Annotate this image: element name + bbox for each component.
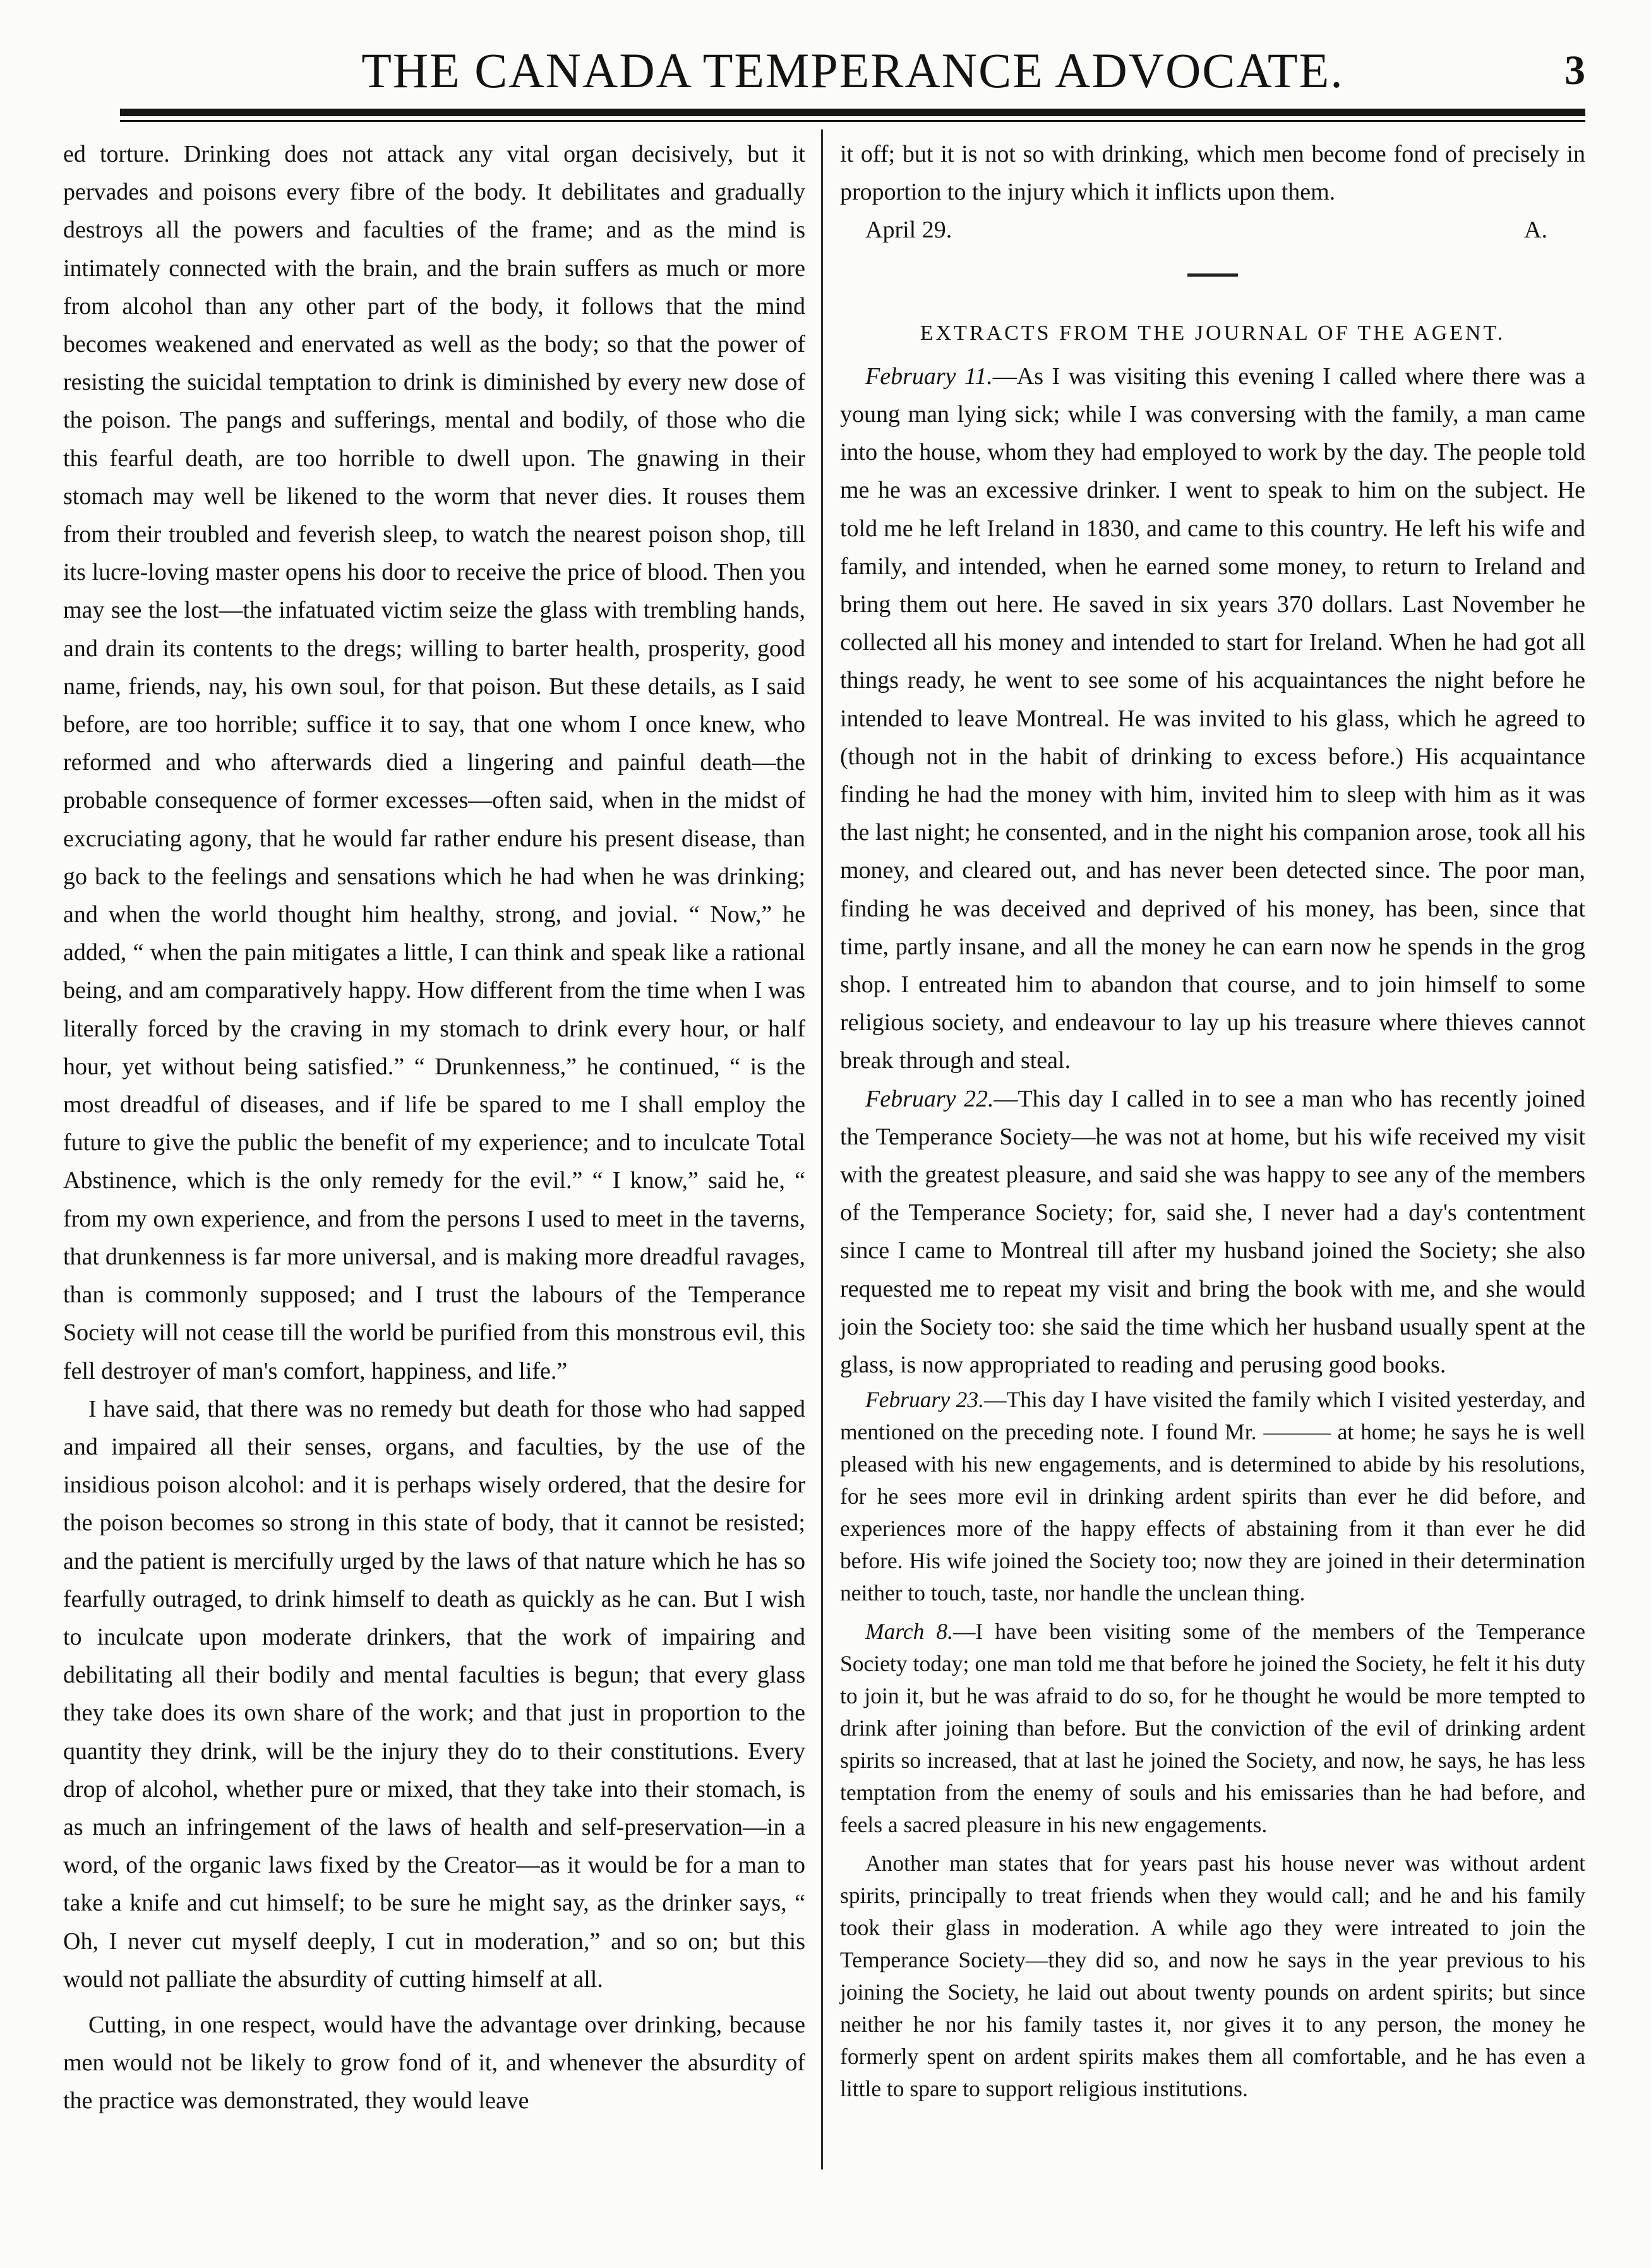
signature-initial: A. xyxy=(1524,217,1547,244)
header-rule-thin xyxy=(120,120,1585,122)
entry-date: February 11. xyxy=(865,363,993,390)
entry-text: —This day I have visited the family which I visited yesterday, and mentioned on the preceding note. I found Mr. ——— at home; he says he is well pleased with his new engagements, and is determined to abide by his resolutions, for he sees more evil in drinking ardent spirits than ever he did before, and experiences more of the happy effects of abstaining from it than ever he did before. His wife joined the Society too; now they are joined in their determination neither to touch, taste, nor handle the unclean thing. xyxy=(840,1387,1585,1606)
right-paragraph-continued: it off; but it is not so with drinking, which men become fond of precisely in proportion to the injury which it inflicts upon them. xyxy=(840,141,1585,206)
journal-entry-mar-8 xyxy=(840,1616,1585,1841)
journal-entry-feb-22 xyxy=(840,1080,1585,1384)
left-paragraph-1: ed torture. Drinking does not attack any vital organ decisively, but it pervades and poisons every fibre of the body. It debilitates and gradually destroys all the powers and faculties of the frame; and as the mind is intimately connected with the brain, and the brain suffers as much or more from alcohol than any other part of the body, it follows that the mind becomes weakened and enervated as well as the body; so that the power of resisting the suicidal temptation to drink is diminished by every new dose of the poison. The pangs and sufferings, mental and bodily, of those who die this fearful death, are too horrible to dwell upon. The gnawing in their stomach may well be likened to the worm that never dies. It rouses them from their troubled and feverish sleep, to watch the nearest poison shop, till its lucre-loving master opens his door to receive the price of blood. Then you may see the lost—the infatuated victim seize the glass with trembling hands, and drain its contents to the dregs; willing to barter health, prosperity, good name, friends, nay, his own soul, for that poison. But these details, as I said before, are too horrible; suffice it to say, that one whom I once knew, who reformed and who afterwards died a lingering and painful death—the probable consequence of former excesses—often said, when in the midst of excruciating agony, that he would far rather endure his present disease, than go back to the feelings and sensations which he had when he was drinking; and when the world thought him healthy, strong, and jovial. “ Now,” he added, “ when the pain mitigates a little, I can think and speak like a rational being, and am comparatively happy. How different from the time when I was literally forced by the craving in my stomach to drink every hour, or half hour, yet without being satisfied.” “ Drunkenness,” he continued, “ is the most dreadful of diseases, and if life be spared to me I shall employ the future to give the public the benefit of my experience; and to inculcate Total Abstinence, which is the only remedy for the evil.” “ I know,” said he, “ from my own experience, and from the persons I used to meet in the taverns, that drunkenness is far more universal, and is making more dreadful ravages, than is commonly supposed; and I trust the labours of the Temperance Society will not cease till the world be purified from this monstrous evil, this fell destroyer of man's comfort, happiness, and life.” xyxy=(63,141,805,1384)
signature-date: April 29. xyxy=(865,217,952,244)
entry-text: —I have been visiting some of the members of the Temperance Society today; one man told me that before he joined the Society, he felt it his duty to join it, but he was afraid to do so, for he thought he would be more tempted to drink after joining than before. But the conviction of the evil of drinking ardent spirits so increased, that at last he joined the Society, and now, he says, he has less temptation from the enemy of souls and his emissaries than he had before, and feels a sacred pleasure in his new engagements. xyxy=(840,1619,1586,1838)
article-signature xyxy=(840,211,1585,249)
header-rule-thick xyxy=(120,109,1585,116)
section-separator xyxy=(1187,273,1238,277)
left-column xyxy=(63,135,805,2120)
journal-entry-feb-11 xyxy=(840,357,1585,1080)
page-number: 3 xyxy=(1564,47,1585,93)
entry-date: February 23. xyxy=(865,1387,985,1413)
entry-text: —This day I called in to see a man who has recently joined the Temperance Society—he was not at home, but his wife received my visit with the greatest pleasure, and said she was happy to see any of the members of the Temperance Society; for, said she, I never had a day's contentment since I came to Montreal till after my husband joined the Society; she also requested me to repeat my visit and bring the book with me, and she would join the Society too: she said the time which her husband usually spent at the glass, is now appropriated to reading and perusing good books. xyxy=(840,1085,1585,1379)
newspaper-title: THE CANADA TEMPERANCE ADVOCATE. xyxy=(361,43,1344,98)
left-paragraph-2: I have said, that there was no remedy but death for those who had sapped and impaired all their senses, organs, and faculties, by the use of the insidious poison alcohol: and it is perhaps wisely ordered, that the desire for the poison becomes so strong in this state of body, that it cannot be resisted; and the patient is mercifully urged by the laws of that nature which he has so fearfully outraged, to drink himself to death as quickly as he can. But I wish to inculcate upon moderate drinkers, that the work of impairing and debilitating all their bodily and mental faculties is begun; that every glass they take does its own share of the work; and that just in proportion to the quantity they drink, will be the injury they do to their constitutions. Every drop of alcohol, whether pure or mixed, that they take into their stomach, is as much an infringement of the laws of health and self-preservation—in a word, of the organic laws fixed by the Creator—as it would be for a man to take a knife and cut himself; to be sure he might say, as the drinker says, “ Oh, I never cut myself deeply, I cut in moderation,” and so on; but this would not palliate the absurdity of cutting himself at all. xyxy=(63,1395,805,1993)
masthead xyxy=(120,39,1585,102)
section-heading: EXTRACTS FROM THE JOURNAL OF THE AGENT. xyxy=(920,321,1506,345)
entry-text: —As I was visiting this evening I called where there was a young man lying sick; while I was conversing with the family, a man came into the house, whom they had employed to work by the day. The people told me he was an excessive drinker. I went to speak to him on the subject. He told me he left Ireland in 1830, and came to this country. He left his wife and family, and intended, when he earned some money, to return to Ireland and bring them out here. He saved in six years 370 dollars. Last November he collected all his money and intended to start for Ireland. When he had got all things ready, he went to see some of his acquaintances the night before he intended to leave Montreal. He was invited to his glass, which he agreed to (though not in the habit of drinking to excess before.) His acquaintance finding he had the money with him, invited him to sleep with him as it was the last night; he consented, and in the night his companion arose, took all his money, and cleared out, and has never been detected since. The poor man, finding he was deceived and deprived of his money, has been, since that time, partly insane, and all the money he can earn now he spends in the grog shop. I entreated him to abandon that course, and to join himself to some religious society, and endeavour to lay up his treasure where thieves cannot break through and steal. xyxy=(840,363,1585,1074)
column-divider xyxy=(821,129,823,2169)
entry-date: February 22. xyxy=(865,1085,994,1112)
entry-date: March 8. xyxy=(865,1619,953,1645)
journal-entry-feb-23 xyxy=(840,1384,1585,1609)
journal-entry-another-man: Another man states that for years past his house never was without ardent spirits, principally to treat friends when they would call; and he and his family took their glass in moderation. A while ago they were intreated to join the Temperance Society—they did so, and now he says in the year previous to his joining the Society, he laid out about twenty pounds on ardent spirits; but since neither he nor his family tastes it, nor gives it to any person, the money he formerly spent on ardent spirits makes them all comfortable, and he has even a little to spare to support religious institutions. xyxy=(840,1851,1585,2102)
left-paragraph-3: Cutting, in one respect, would have the advantage over drinking, because men would not be likely to grow fond of it, and whenever the absurdity of the practice was demonstrated, they would leave xyxy=(63,2011,805,2115)
right-column xyxy=(840,135,1585,2105)
